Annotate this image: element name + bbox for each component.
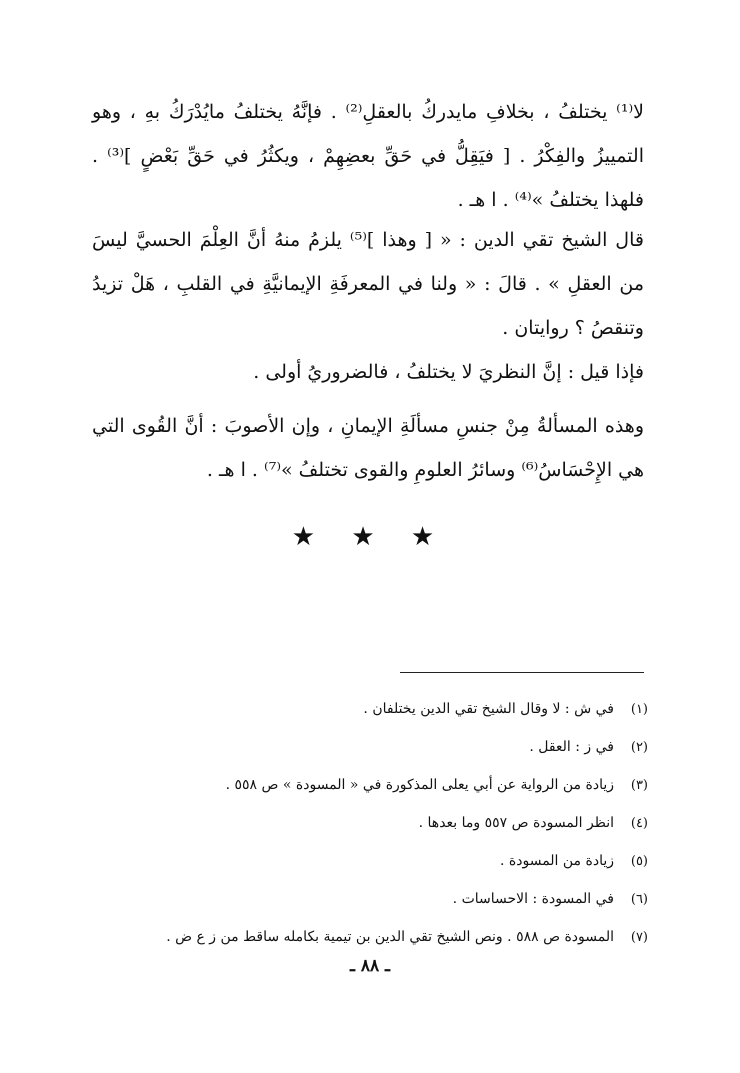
footnote-number: (٣) bbox=[630, 778, 648, 793]
section-divider-stars: ★ ★ ★ bbox=[291, 522, 449, 552]
footnote-number: (٥) bbox=[630, 854, 648, 869]
footnote-item bbox=[92, 880, 648, 918]
footnote-item bbox=[92, 690, 648, 728]
footnote-item bbox=[92, 804, 648, 842]
body-paragraph-4: وهذه المسألةُ مِنْ جنسِ مسألَةِ الإيمانِ ، وإن الأصوبَ : أنَّ القُوى التي هي الإِحْسَاسُ⁽⁶⁾ وسائرُ العلومِ والقوى تختلفُ »⁽⁷⁾ . ا هـ . bbox=[92, 415, 644, 481]
footnote-text: انظر المسودة ص ٥٥٧ وما بعدها . bbox=[418, 815, 614, 831]
footnote-item bbox=[92, 766, 648, 804]
footnote-item bbox=[92, 842, 648, 880]
body-paragraph-2: قال الشيخ تقي الدين : « [ وهذا ]⁽⁵⁾ يلزمُ منهُ أنَّ العِلْمَ الحسيَّ ليسَ من العقلِ » . قالَ : « ولنا في المعرفَةِ الإيمانيَّةِ في القلبِ ، هَلْ تزيدُ وتنقصُ ؟ روايتان . bbox=[92, 229, 644, 339]
body-paragraph-1: لا⁽¹⁾ يختلفُ ، بخلافِ مايدركُ بالعقلِ⁽²⁾ . فإنَّهُ يختلفُ مايُدْرَكُ بهِ ، وهو التمييزُ والفِكْرُ . [ فيَقِلُّ في حَقِّ بعضِهِمْ ، ويكثُرُ في حَقِّ بَعْضٍ ]⁽³⁾ . فلهذا يختلفُ »⁽⁴⁾ . ا هـ . bbox=[92, 101, 644, 211]
footnote-number: (٤) bbox=[630, 816, 648, 831]
footnote-item bbox=[92, 728, 648, 766]
footnote-text: المسودة ص ٥٨٨ . ونص الشيخ تقي الدين بن تيمية بكامله ساقط من ز ع ض . bbox=[166, 929, 614, 945]
footnote-item bbox=[92, 918, 648, 956]
footnote-number: (٧) bbox=[630, 930, 648, 945]
footnote-number: (٦) bbox=[630, 892, 648, 907]
footnote-text: زيادة من الرواية عن أبي يعلى المذكورة في « المسودة » ص ٥٥٨ . bbox=[225, 777, 614, 793]
footnote-separator-rule bbox=[400, 672, 644, 673]
footnote-text: في ز : العقل . bbox=[529, 739, 614, 755]
body-paragraph-3: فإذا قيل : إنَّ النظريَ لا يختلفُ ، فالضروريُ أولى . bbox=[253, 361, 644, 383]
footnotes-list bbox=[92, 690, 648, 956]
footnote-text: زيادة من المسودة . bbox=[500, 853, 614, 869]
footnote-text: في المسودة : الاحساسات . bbox=[452, 891, 614, 907]
footnote-number: (١) bbox=[630, 702, 648, 717]
footnote-number: (٢) bbox=[630, 740, 648, 755]
page-number: ـ ٨٨ ـ bbox=[349, 956, 391, 976]
footnote-text: في ش : لا وقال الشيخ تقي الدين يختلفان . bbox=[363, 701, 614, 717]
